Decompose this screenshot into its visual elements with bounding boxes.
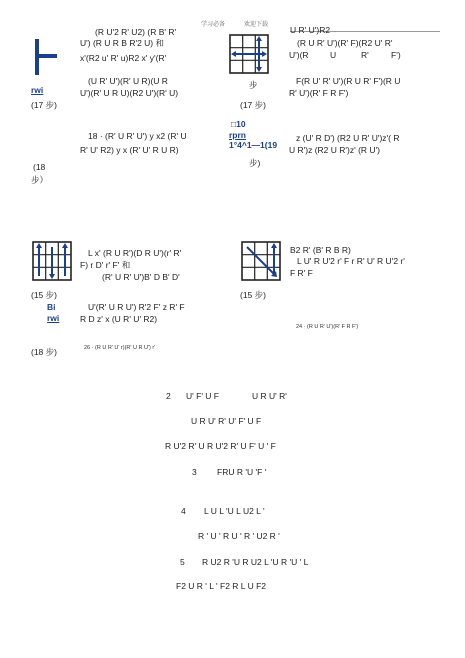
header-left-text: 学习必备 bbox=[201, 22, 226, 28]
bottom-line-3: R U'2 R' U R U'2 R' U F' U ' F bbox=[165, 441, 276, 451]
bracket-glyph-icon bbox=[31, 39, 57, 75]
rwi-label: rwi bbox=[31, 85, 44, 95]
mid-right-line-1: B2 R' (B' R B R) bbox=[290, 245, 351, 255]
top-right-number: □10 bbox=[231, 119, 246, 129]
bottom-step-3-number: 3 bbox=[192, 467, 197, 477]
bottom-step-2-number: 2 bbox=[166, 391, 171, 401]
rwi-label-2: rwi bbox=[47, 313, 60, 323]
mid-left-steps: (15 步) bbox=[31, 290, 57, 300]
top-right-line-3d: F') bbox=[391, 50, 401, 60]
top-right-step-char-2: 步) bbox=[249, 158, 261, 168]
top-right-line-7: U R')z (R2 U R')z' (R U') bbox=[289, 145, 381, 155]
mid-left-line-4: U'(R' U R U') R'2 F' z R' F bbox=[88, 302, 185, 312]
mid-left-steps-2: (18 步) bbox=[31, 347, 57, 357]
mid-left-line-5: R D z' x (U R' U' R2) bbox=[80, 314, 158, 324]
top-left-steps-2b: 步） bbox=[31, 175, 49, 185]
top-right-line-4: F(R U' R' U')(R U R' F')(R U bbox=[296, 76, 401, 86]
cube-grid-diagonal-arrows-icon bbox=[241, 241, 281, 281]
top-right-step-char: 步 bbox=[249, 80, 258, 90]
top-left-steps-2a: (18 bbox=[33, 162, 46, 172]
top-right-steps: (17 步) bbox=[240, 100, 266, 110]
mid-right-line-2: L U' R U'2 r' F r R' U' R U'2 r' bbox=[297, 256, 405, 266]
top-right-line-3b: U bbox=[330, 50, 337, 60]
rprn-label: rprn bbox=[229, 130, 246, 140]
top-left-steps: (17 步) bbox=[31, 100, 57, 110]
top-left-line-5: U')(R' U R U)(R2 U')(R' U) bbox=[80, 88, 179, 98]
top-right-line-6: z (U' R D') (R2 U R' U')z'( R bbox=[296, 133, 400, 143]
top-left-line-4: (U R' U')(R' U R)(U R bbox=[88, 76, 168, 86]
bottom-step-4-formula: L U L 'U L U2 L ' bbox=[204, 506, 265, 516]
bottom-step-2-formula-b: U R U' R' bbox=[252, 391, 287, 401]
bottom-step-5-number: 5 bbox=[180, 557, 185, 567]
top-right-line-1: U R' U')R2 bbox=[290, 25, 331, 35]
top-right-line-3a: U')(R bbox=[289, 50, 309, 60]
mid-right-line-3: F R' F bbox=[290, 268, 313, 278]
bottom-step-4-number: 4 bbox=[181, 506, 186, 516]
top-left-line-7: R' U' R2) y x (R' U' R U R) bbox=[80, 145, 179, 155]
top-left-line-2: U') (R U R B R'2 U) 和 bbox=[80, 38, 164, 48]
top-left-line-3: x'(R2 u' R' u)R2 x' y'(R' bbox=[80, 53, 167, 63]
bottom-line-6: R ' U ' R U ' R ' U2 R ' bbox=[198, 531, 280, 541]
bottom-step-2-formula-a: U' F' U F bbox=[186, 391, 219, 401]
bottom-line-2: U R U' R' U' F' U F bbox=[191, 416, 262, 426]
header-right-text: 欢迎下载 bbox=[244, 22, 269, 28]
top-right-line-3c: R' bbox=[361, 50, 369, 60]
top-right-line-5: R' U')(R' F R F') bbox=[289, 88, 349, 98]
mid-right-small-note: 24 · (R U R' U')(R' F R F') bbox=[296, 324, 359, 330]
top-right-garble: 1°4^1—1(19 bbox=[229, 140, 278, 150]
bottom-line-8: F2 U R ' L ' F2 R L U F2 bbox=[176, 581, 266, 591]
top-left-line-6: 18 · (R' U R' U') y x2 (R' U bbox=[88, 131, 187, 141]
bottom-step-5-formula: R U2 R 'U R U2 L 'U R 'U ' L bbox=[202, 557, 309, 567]
mid-right-steps: (15 步) bbox=[240, 290, 266, 300]
cube-grid-arrows-icon bbox=[229, 34, 269, 74]
top-right-line-2: (R U R' U')(R' F)(R2 U' R' bbox=[297, 38, 393, 48]
bi-label: Bi bbox=[47, 302, 56, 312]
bottom-step-3-formula: FRU R 'U 'F ' bbox=[217, 467, 267, 477]
top-left-line-1: (R U'2 R' U2) (R B' R' bbox=[95, 27, 177, 37]
cube-grid-vertical-arrows-icon bbox=[32, 241, 72, 281]
mid-left-line-2: F) r D' r' F' 和 bbox=[80, 260, 131, 270]
mid-left-line-3: (R' U R' U')B' D B' D' bbox=[102, 272, 180, 282]
mid-left-small-note: 26 · (R U R' U' r)(R' U R U') r' bbox=[84, 345, 156, 351]
mid-left-line-1: L x' (R U R')(D R U')(r' R' bbox=[88, 248, 182, 258]
